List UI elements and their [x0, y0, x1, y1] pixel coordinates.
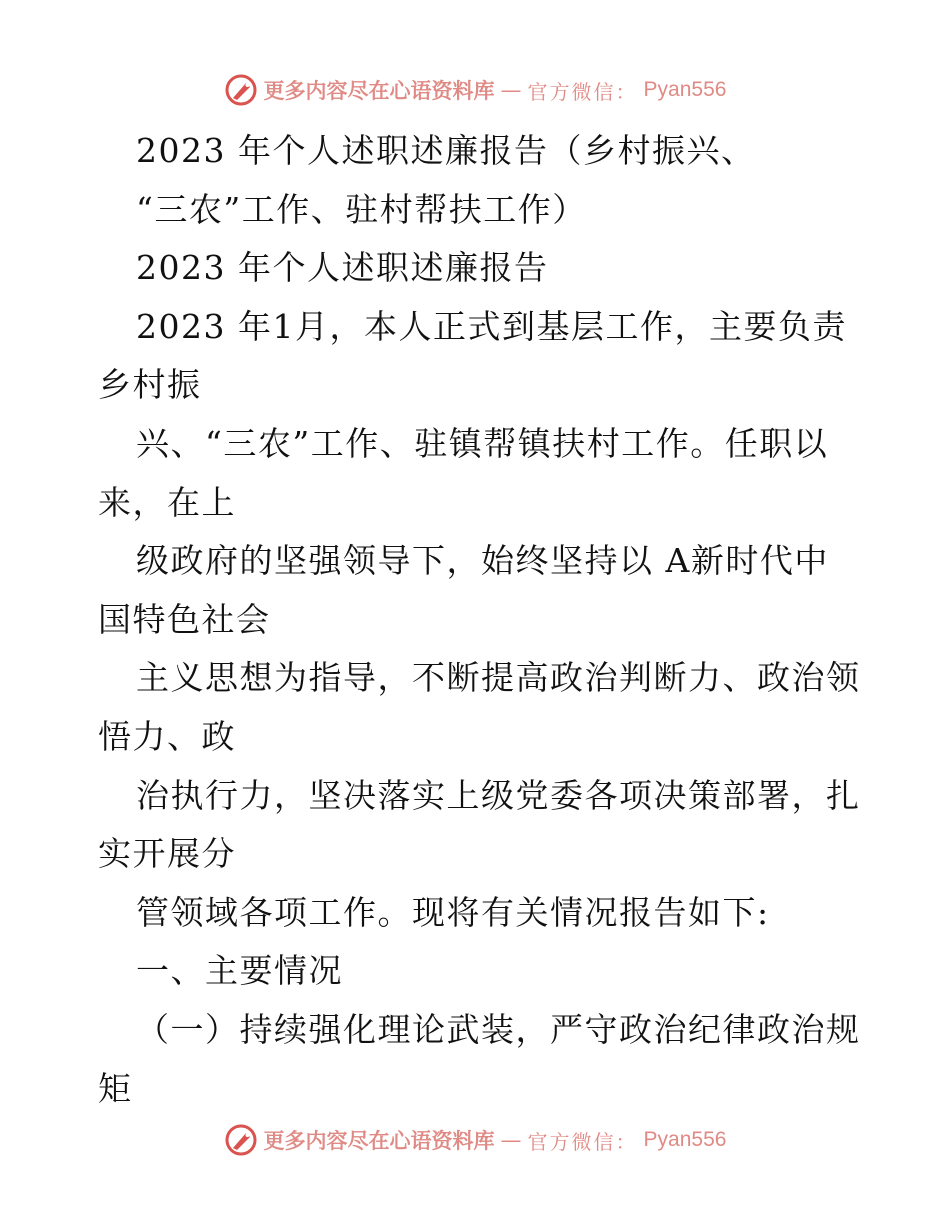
title-line-2: “三农”工作、驻村帮扶工作） [136, 189, 587, 229]
watermark-main-text: 更多内容尽在心语资料库 [263, 78, 495, 103]
watermark-label: 官方微信： [527, 1129, 638, 1154]
watermark-header [0, 70, 950, 110]
body-line: 国特色社会 [98, 599, 271, 639]
pen-nib-logo-icon [224, 1123, 258, 1157]
document-body [98, 122, 861, 1118]
body-line: 主义思想为指导，不断提高政治判断力、政治领 [136, 658, 861, 698]
watermark-footer [0, 1120, 950, 1160]
subtitle-line: 2023 年个人述职述廉报告 [136, 248, 549, 288]
title-line-1: 2023 年个人述职述廉报告（乡村振兴、 [136, 131, 756, 170]
subsection-heading: （一）持续强化理论武装，严守政治纪律政治规 [136, 1009, 861, 1049]
watermark-main-text: 更多内容尽在心语资料库 [263, 1128, 495, 1153]
subsection-heading-cont: 矩 [98, 1068, 133, 1108]
body-line: 2023 年1月，本人正式到基层工作，主要负责 [136, 306, 847, 346]
watermark-wechat-id: Pyan556 [643, 78, 727, 101]
watermark-dash: — [500, 78, 522, 102]
watermark-wechat-id: Pyan556 [643, 1128, 727, 1151]
body-line: 治执行力，坚决落实上级党委各项决策部署，扎 [136, 775, 861, 815]
body-line: 悟力、政 [98, 716, 236, 756]
watermark-label: 官方微信： [527, 79, 638, 104]
body-line: 乡村振 [98, 365, 202, 405]
section-heading: 一、主要情况 [136, 951, 343, 991]
body-line: 兴、“三农”工作、驻镇帮镇扶村工作。任职以 [136, 423, 829, 463]
watermark-dash: — [500, 1128, 522, 1152]
body-line: 来，在上 [98, 482, 236, 522]
body-line: 级政府的坚强领导下，始终坚持以 A新时代中 [136, 541, 829, 581]
pen-nib-logo-icon [224, 73, 258, 107]
body-line: 实开展分 [98, 834, 236, 874]
body-line: 管领域各项工作。现将有关情况报告如下: [136, 892, 770, 932]
